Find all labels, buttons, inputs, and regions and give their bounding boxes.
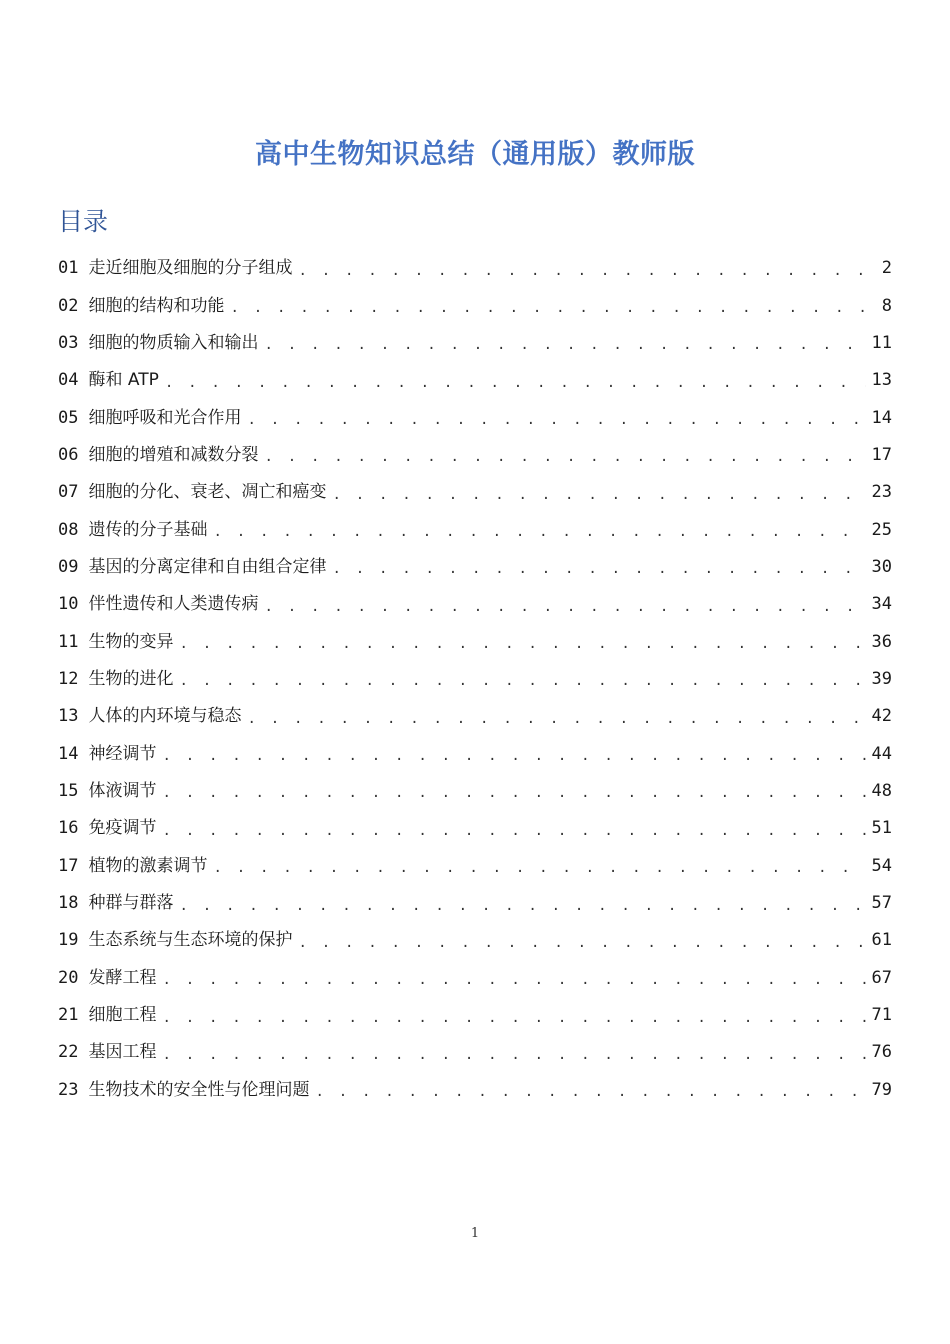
toc-entry[interactable] [58, 250, 892, 287]
toc-entry-page[interactable]: 76 [871, 1042, 892, 1063]
toc-entry-number: 11 [58, 631, 79, 652]
toc-entry-number: 04 [58, 370, 79, 391]
toc-entry-number: 10 [58, 594, 79, 615]
toc-entry-page[interactable]: 36 [871, 631, 892, 652]
toc-entry-title[interactable]: 生态系统与生态环境的保护 [88, 930, 293, 951]
toc-entry-title[interactable]: 体液调节 [88, 780, 157, 801]
toc-entry-number: 23 [58, 1079, 79, 1100]
toc-entry[interactable] [58, 623, 892, 660]
toc-entry-page[interactable]: 34 [871, 594, 892, 615]
toc-entry-number: 07 [58, 482, 79, 503]
toc-entry-title[interactable]: 酶和 ATP [88, 370, 159, 391]
toc-entry[interactable] [58, 399, 892, 436]
toc-dot-leader [162, 824, 865, 838]
toc-entry[interactable] [58, 810, 892, 847]
toc-entry[interactable] [58, 1072, 892, 1109]
toc-entry-page[interactable]: 17 [871, 444, 892, 465]
page-number: 1 [470, 1226, 480, 1241]
toc-entry-number: 18 [58, 893, 79, 914]
toc-entry-title[interactable]: 发酵工程 [88, 967, 157, 988]
document-title: 高中生物知识总结（通用版）教师版 [255, 139, 695, 170]
toc-entry-title[interactable]: 人体的内环境与稳态 [88, 706, 242, 727]
toc-dot-leader [332, 488, 865, 502]
toc-entry[interactable] [58, 661, 892, 698]
toc-dot-leader [230, 301, 875, 315]
toc-entry-title[interactable]: 基因的分离定律和自由组合定律 [88, 556, 327, 577]
toc-entry-page[interactable]: 2 [881, 258, 892, 279]
toc-entry[interactable] [58, 474, 892, 511]
toc-dot-leader [213, 525, 865, 539]
toc-entry-number: 13 [58, 706, 79, 727]
toc-entry[interactable] [58, 885, 892, 922]
toc-dot-leader [213, 861, 865, 875]
toc-entry-number: 12 [58, 668, 79, 689]
toc-entry-page[interactable]: 44 [871, 743, 892, 764]
toc-entry-title[interactable]: 生物技术的安全性与伦理问题 [88, 1079, 310, 1100]
toc-entry-number: 09 [58, 556, 79, 577]
toc-entry-title[interactable]: 生物的进化 [88, 668, 174, 689]
toc-entry[interactable] [58, 735, 892, 772]
toc-entry-page[interactable]: 8 [881, 295, 892, 316]
toc-entry[interactable] [58, 586, 892, 623]
toc-entry[interactable] [58, 997, 892, 1034]
toc-entry[interactable] [58, 698, 892, 735]
toc-entry-number: 05 [58, 407, 79, 428]
toc-dot-leader [162, 973, 865, 987]
table-of-contents [58, 250, 892, 1109]
toc-dot-leader [162, 749, 865, 763]
toc-entry-page[interactable]: 25 [871, 519, 892, 540]
toc-dot-leader [298, 264, 875, 278]
toc-dot-leader [264, 450, 865, 464]
toc-entry[interactable] [58, 549, 892, 586]
toc-entry-page[interactable]: 79 [871, 1079, 892, 1100]
toc-entry-page[interactable]: 23 [871, 482, 892, 503]
toc-entry[interactable] [58, 922, 892, 959]
toc-entry-title[interactable]: 伴性遗传和人类遗传病 [88, 594, 259, 615]
toc-entry-title[interactable]: 细胞工程 [88, 1005, 157, 1026]
toc-entry[interactable] [58, 287, 892, 324]
toc-entry[interactable] [58, 848, 892, 885]
toc-entry-page[interactable]: 61 [871, 930, 892, 951]
toc-heading: 目录 [58, 207, 109, 236]
toc-entry[interactable] [58, 362, 892, 399]
toc-entry-page[interactable]: 67 [871, 967, 892, 988]
toc-dot-leader [298, 936, 865, 950]
toc-entry-page[interactable]: 48 [871, 780, 892, 801]
toc-entry-number: 17 [58, 855, 79, 876]
toc-dot-leader [179, 899, 865, 913]
toc-entry-title[interactable]: 植物的激素调节 [88, 855, 208, 876]
toc-entry-page[interactable]: 13 [871, 370, 892, 391]
toc-dot-leader [179, 674, 865, 688]
toc-entry-page[interactable]: 71 [871, 1005, 892, 1026]
toc-entry-number: 02 [58, 295, 79, 316]
toc-entry-title[interactable]: 种群与群落 [88, 893, 174, 914]
toc-entry-title[interactable]: 基因工程 [88, 1042, 157, 1063]
toc-entry-title[interactable]: 遗传的分子基础 [88, 519, 208, 540]
toc-entry-page[interactable]: 14 [871, 407, 892, 428]
toc-entry-title[interactable]: 细胞的结构和功能 [88, 295, 225, 316]
toc-entry-title[interactable]: 走近细胞及细胞的分子组成 [88, 258, 293, 279]
toc-entry-title[interactable]: 免疫调节 [88, 818, 157, 839]
toc-dot-leader [247, 413, 865, 427]
toc-entry[interactable] [58, 325, 892, 362]
toc-entry-title[interactable]: 细胞的物质输入和输出 [88, 332, 259, 353]
toc-entry-number: 16 [58, 818, 79, 839]
toc-entry-number: 20 [58, 967, 79, 988]
toc-dot-leader [247, 712, 865, 726]
toc-entry-number: 08 [58, 519, 79, 540]
toc-entry-page[interactable]: 39 [871, 668, 892, 689]
toc-entry[interactable] [58, 960, 892, 997]
toc-entry-title[interactable]: 细胞的增殖和减数分裂 [88, 444, 259, 465]
toc-entry-page[interactable]: 11 [871, 332, 892, 353]
toc-entry[interactable] [58, 511, 892, 548]
toc-entry-page[interactable]: 30 [871, 556, 892, 577]
toc-dot-leader [264, 338, 865, 352]
toc-entry-number: 19 [58, 930, 79, 951]
toc-dot-leader [165, 376, 866, 390]
toc-entry[interactable] [58, 1034, 892, 1071]
toc-entry-number: 15 [58, 780, 79, 801]
toc-entry-title[interactable]: 生物的变异 [88, 631, 174, 652]
toc-entry[interactable] [58, 437, 892, 474]
toc-dot-leader [179, 637, 865, 651]
toc-entry-number: 14 [58, 743, 79, 764]
toc-dot-leader [332, 562, 865, 576]
toc-dot-leader [315, 1085, 865, 1099]
toc-entry-page[interactable]: 42 [871, 706, 892, 727]
toc-entry-page[interactable]: 54 [871, 855, 892, 876]
toc-entry-title[interactable]: 细胞呼吸和光合作用 [88, 407, 242, 428]
toc-dot-leader [162, 1048, 865, 1062]
toc-entry-number: 03 [58, 332, 79, 353]
toc-entry-page[interactable]: 51 [871, 818, 892, 839]
toc-entry-page[interactable]: 57 [871, 893, 892, 914]
toc-entry-title[interactable]: 细胞的分化、衰老、凋亡和癌变 [88, 482, 327, 503]
toc-entry-title[interactable]: 神经调节 [88, 743, 157, 764]
toc-dot-leader [264, 600, 865, 614]
toc-entry-number: 22 [58, 1042, 79, 1063]
toc-entry-number: 06 [58, 444, 79, 465]
toc-entry-number: 01 [58, 258, 79, 279]
toc-entry[interactable] [58, 773, 892, 810]
toc-entry-number: 21 [58, 1005, 79, 1026]
toc-dot-leader [162, 786, 865, 800]
toc-dot-leader [162, 1011, 865, 1025]
